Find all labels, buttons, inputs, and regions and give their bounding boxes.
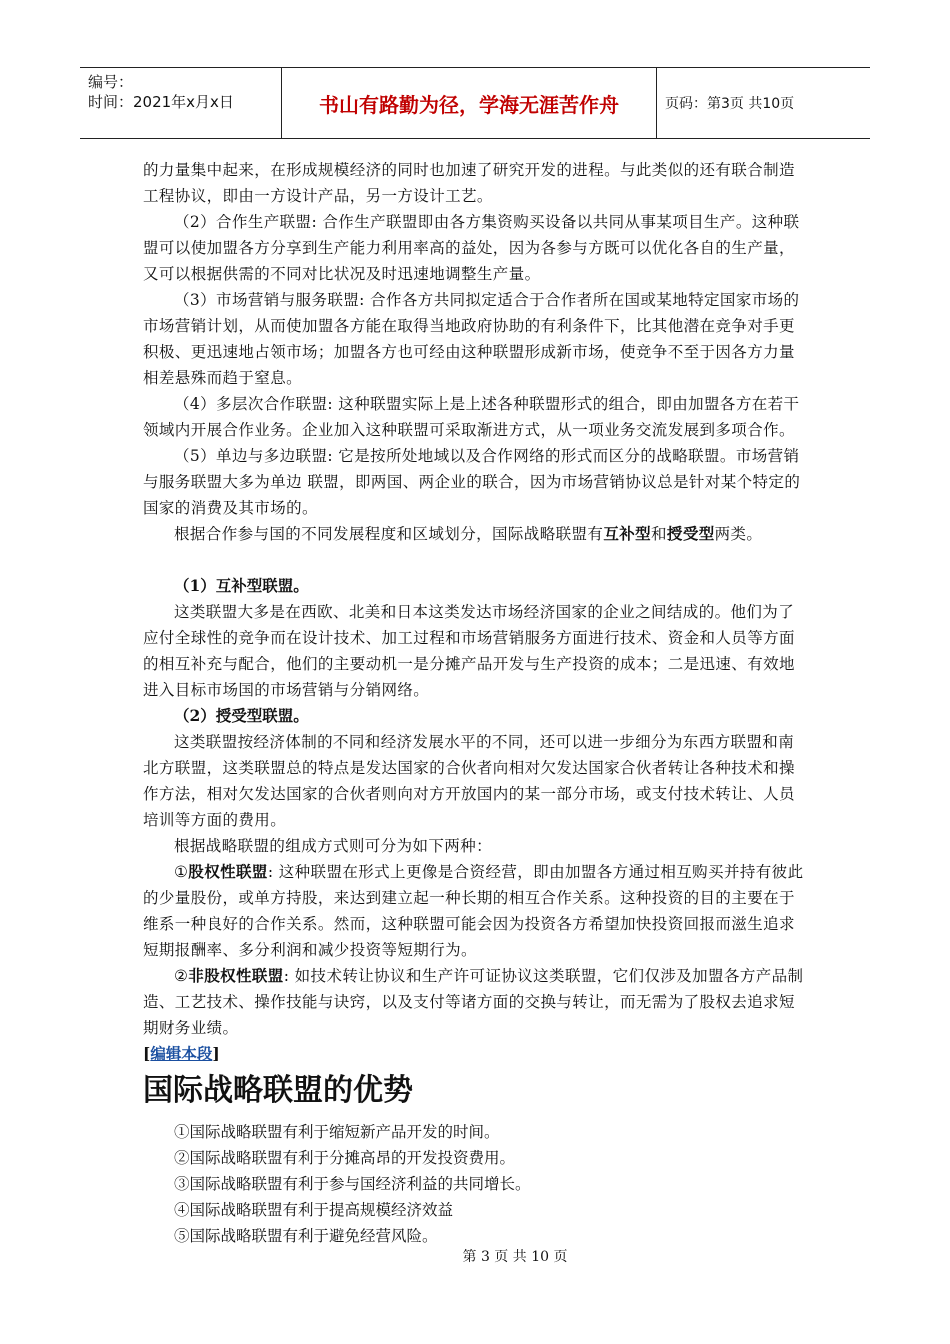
text: ①: [174, 863, 189, 881]
advantage-item: ①国际战略联盟有利于缩短新产品开发的时间。: [174, 1123, 500, 1141]
paragraph-classification: [143, 521, 808, 547]
document-body: [143, 157, 808, 1249]
bold-term: 授受型: [666, 524, 715, 543]
edit-section-link[interactable]: 编辑本段: [150, 1044, 213, 1063]
edit-section: [143, 1041, 808, 1067]
bold-term: 互补型: [603, 524, 652, 543]
paragraph-grant-receive: 这类联盟按经济体制的不同和经济发展水平的不同，还可以进一步细分为东西方联盟和南北方联盟，这类联盟总的特点是发达国家的合伙者向相对欠发达国家合伙者转让各种技术和操作方法，相对欠发达国家的合伙者则向对方开放国内的某一部分市场，或支付技术转让、人员培训等方面的费用。: [143, 733, 795, 829]
page-footer: [0, 1246, 950, 1266]
advantage-item: ②国际战略联盟有利于分摊高昂的开发投资费用。: [174, 1149, 516, 1167]
text: 和: [651, 525, 667, 543]
paragraph-complementary: 这类联盟大多是在西欧、北美和日本这类发达市场经济国家的企业之间结成的。他们为了应付全球性的竞争而在设计技术、加工过程和市场营销服务方面进行技术、资金和人员等方面的相互补充与配合，他们的主要动机一是分摊产品开发与生产投资的成本；二是迅速、有效地进入目标市场国的市场营销与分销网络。: [143, 603, 795, 699]
footer-page-number: 第 3 页 共 10 页: [462, 1249, 568, 1265]
bold-term: 股权性联盟: [188, 862, 268, 881]
paragraph-multilevel: （4）多层次合作联盟: 这种联盟实际上是上述各种联盟形式的组合，即由加盟各方在若干领域内开展合作业务。企业加入这种联盟可采取渐进方式，从一项业务交流发展到多项合作。: [143, 395, 800, 439]
subheading-complementary: （1）互补型联盟。: [174, 576, 309, 595]
spacer: [143, 547, 808, 573]
paragraph-continued: 的力量集中起来，在形成规模经济的同时也加速了研究开发的进程。与此类似的还有联合制造工程协议，即由一方设计产品，另一方设计工艺。: [143, 161, 795, 205]
header-meta: [80, 68, 282, 138]
paragraph-non-equity: [143, 963, 808, 1041]
bracket: [: [143, 1044, 151, 1063]
header-page-info: 页码：第3页 共10页: [665, 96, 795, 112]
section-title: 国际战略联盟的优势: [143, 1073, 413, 1108]
advantage-item: ④国际战略联盟有利于提高规模经济效益: [174, 1201, 454, 1219]
bracket: ]: [212, 1044, 220, 1063]
number-label: 编号：: [88, 73, 134, 91]
paragraph-cooperative-production: （2）合作生产联盟: 合作生产联盟即由各方集资购买设备以共同从事某项目生产。这种联盟可以使加盟各方分享到生产能力利用率高的益处，因为各参与方既可以优化各自的生产量，又可以根据供需的不同对比状况及时迅速地调整生产量。: [143, 213, 800, 283]
paragraph-marketing-service: （3）市场营销与服务联盟: 合作各方共同拟定适合于合作者所在国或某地特定国家市场的市场营销计划，从而使加盟各方能在取得当地政府协助的有利条件下，比其他潜在竞争对手更积极、更迅速地占领市场；加盟各方也可经由这种联盟形成新市场，使竞争不至于因各方力量相差悬殊而趋于窒息。: [143, 291, 800, 387]
subheading-grant-receive: （2）授受型联盟。: [174, 706, 309, 725]
text: 根据合作参与国的不同发展程度和区域划分，国际战略联盟有: [174, 525, 604, 543]
page-header: [80, 67, 870, 139]
time-label: 时间：2021年x月x日: [88, 93, 234, 111]
paragraph-equity: [143, 859, 808, 963]
paragraph-composition: 根据战略联盟的组成方式则可分为如下两种：: [174, 837, 493, 855]
text: : 如技术转让协议和生产许可证协议这类联盟，它们仅涉及加盟各方产品制造、工艺技术、操作技能与诀窍，以及支付等诸方面的交换与转让，而无需为了股权去追求短期财务业绩。: [143, 967, 804, 1037]
advantage-item: ③国际战略联盟有利于参与国经济利益的共同增长。: [174, 1175, 531, 1193]
text: : 这种联盟在形式上更像是合资经营，即由加盟各方通过相互购买并持有彼此的少量股份，或单方持股，来达到建立起一种长期的相互合作关系。这种投资的目的主要在于维系一种良好的合作关系。然而，这种联盟可能会因为投资各方希望加快投资回报而滋生追求短期报酬率、多分利润和减少投资等短期行为。: [143, 863, 804, 959]
bold-term: 非股权性联盟: [188, 966, 284, 985]
advantage-item: ⑤国际战略联盟有利于避免经营风险。: [174, 1227, 438, 1245]
paragraph-unilateral-multilateral: （5）单边与多边联盟: 它是按所处地域以及合作网络的形式而区分的战略联盟。市场营销与服务联盟大多为单边 联盟，即两国、两企业的联合，因为市场营销协议总是针对某个特定的国家的消费及其市场的。: [143, 447, 801, 517]
text: 两类。: [714, 525, 763, 543]
text: ②: [174, 967, 189, 985]
header-motto: 书山有路勤为径，学海无涯苦作舟: [282, 68, 657, 138]
